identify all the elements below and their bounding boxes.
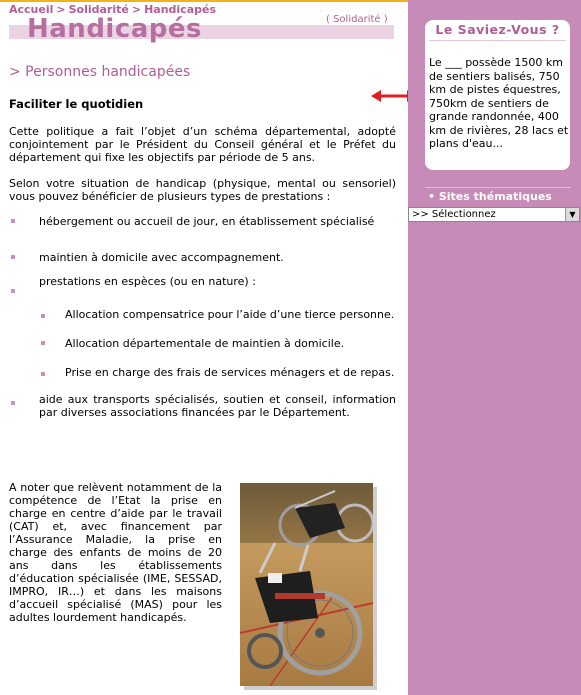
chevron-down-icon[interactable]: ▼ [565,208,579,221]
sub-list-item-text: Allocation départementale de maintien à domicile. [65,337,345,350]
select-value: >> Sélectionnez [412,209,496,220]
benefits-paragraph: Selon votre situation de handicap (physique, mental ou sensoriel) vous pouvez bénéficier de plusieurs types de prestations : [9,177,396,203]
wheelchair-photo [240,483,373,686]
bullet-icon [11,255,15,259]
section-tag: ( Solidarité ) [326,14,388,25]
list-item-text: maintien à domicile avec accompagnement. [39,251,284,264]
did-you-know-box [425,20,570,170]
sub-benefits-list [39,308,396,379]
section-heading: Faciliter le quotidien [9,97,144,111]
list-item-text: aide aux transports spécialisés, soutien et conseil, information par diverses associations financées par le Département. [39,393,396,419]
sidebar-divider [425,187,571,188]
sub-list-item [39,337,396,350]
bullet-icon [41,341,45,345]
bullet-icon [11,289,15,293]
sub-list-item-text: Allocation compensatrice pour l’aide d’une tierce personne. [65,308,395,321]
list-item [9,215,396,241]
bullet-icon [11,219,15,223]
list-item-text: prestations en espèces (ou en nature) : [39,275,256,288]
breadcrumb-solidarite-link[interactable]: Solidarité [68,3,129,16]
box-divider [429,40,566,41]
did-you-know-text: Le ___ possède 1500 km de sentiers balisés, 750 km de pistes équestres, 750km de sentiers de grande randonnée, 400 km de rivières, 28 lacs et plans d'eau... [429,56,569,150]
breadcrumb-separator: > [131,3,142,16]
top-accent-line [0,0,408,2]
main-content [9,98,396,419]
list-item [9,251,396,275]
breadcrumb-home-link[interactable]: Accueil [9,3,54,16]
bullet-icon [41,314,45,318]
list-item [9,393,396,419]
note-paragraph: A noter que relèvent notamment de la compétence de l’Etat la prise en charge en centre d’aide par le travail (CAT) et, avec financement par l’Assurance Maladie, la prise en charge des enfants de moins de 20 ans dans les établissements d’éducation spécialisée (IME, SESSAD, IMPRO, IR…) et dans les maisons d’accueil spécialisé (MAS) pour les adultes lourdement handicapés. [9,481,222,624]
page-subtitle: > Personnes handicapées [9,64,191,80]
breadcrumb-separator: > [56,3,66,16]
list-item-text: hébergement ou accueil de jour, en établissement spécialisé [39,215,375,228]
themes-heading: • Sites thématiques [428,190,552,203]
did-you-know-title: Le Saviez-Vous ? [435,22,560,37]
sub-list-item [39,366,396,379]
page-title: Handicapés [27,14,203,44]
sub-list-item [39,308,396,321]
intro-paragraph: Cette politique a fait l’objet d’un schéma départemental, adopté conjointement par le Président du Conseil général et le Préfet du département qui fixe les objectifs par période de 5 ans. [9,125,396,164]
bullet-icon [41,372,45,376]
sub-list-item-text: Prise en charge des frais de services ménagers et de repas. [65,366,395,379]
list-item [9,275,396,379]
themes-select[interactable] [408,207,580,222]
bullet-icon [11,401,15,405]
breadcrumb-current[interactable]: Handicapés [144,3,216,16]
benefits-list [9,215,396,419]
